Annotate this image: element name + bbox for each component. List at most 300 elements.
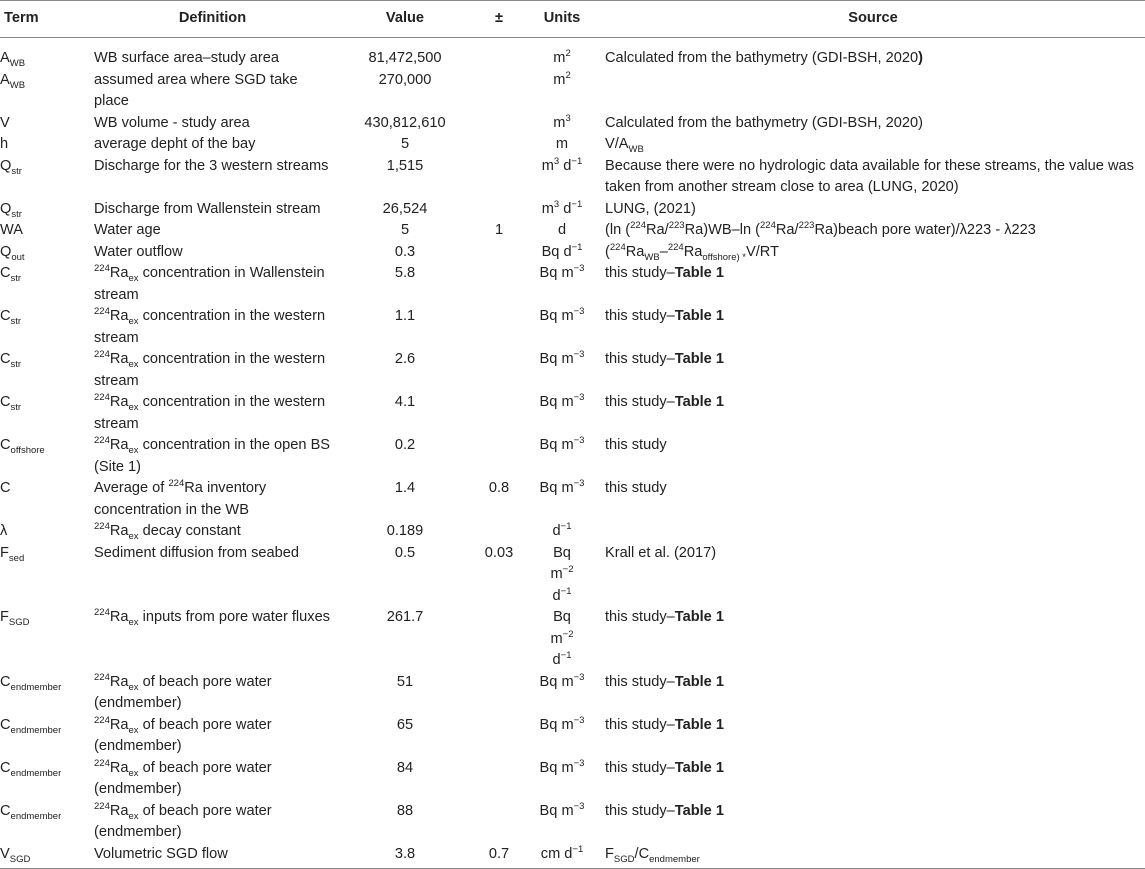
definition-text: WB volume - study area <box>94 114 250 131</box>
table-body <box>0 38 1145 869</box>
uncertainty-text: 0.7 <box>488 845 510 862</box>
source-text: F <box>605 845 614 862</box>
unit-text: m <box>555 136 569 152</box>
table-row <box>0 844 1145 869</box>
unit-exponent: −3 <box>573 306 585 318</box>
cell-term <box>0 242 90 264</box>
cell-units <box>523 38 601 70</box>
cell-term <box>0 543 90 608</box>
cell-value <box>335 199 475 221</box>
term-symbol: V <box>0 114 10 131</box>
source-text: this study– <box>605 308 675 324</box>
header-source: Source <box>601 1 1145 38</box>
cell-source <box>601 607 1145 672</box>
unit-text: Bq m <box>539 308 574 324</box>
cell-uncertainty <box>475 113 523 135</box>
cell-source <box>601 349 1145 392</box>
cell-value <box>335 758 475 801</box>
source-text: Because there were no hydrologic data available for these streams, the value was taken from another stream close to area (LUNG, 2020) <box>605 157 1134 195</box>
header-term: Term <box>0 1 90 38</box>
unit-text: Bq m <box>539 437 574 453</box>
cell-source <box>601 70 1145 113</box>
isotope-symbol: Ra <box>109 802 129 819</box>
value-text: 1,515 <box>386 157 424 174</box>
cell-units <box>523 801 601 844</box>
cell-value <box>335 38 475 70</box>
cell-term <box>0 392 90 435</box>
cell-value <box>335 134 475 156</box>
cell-value <box>335 242 475 264</box>
term-subscript: str <box>11 208 22 220</box>
unit-text: m <box>541 200 554 217</box>
table-row <box>0 220 1145 242</box>
unit-text: Bq m <box>539 716 574 733</box>
definition-text: Discharge from Wallenstein stream <box>94 200 321 217</box>
isotope-symbol: Ra <box>109 351 129 367</box>
term-symbol: C <box>0 437 11 453</box>
definition-text: concentration in the western stream <box>94 308 326 346</box>
value-text: 261.7 <box>386 609 424 625</box>
cell-units <box>523 543 601 608</box>
cell-definition <box>90 758 335 801</box>
term-symbol: λ <box>0 523 8 539</box>
table-row <box>0 478 1145 521</box>
definition-text: Water outflow <box>94 243 183 260</box>
definition-text: of beach pore water (endmember) <box>94 716 272 754</box>
value-text: 3.8 <box>394 845 416 862</box>
unit-text-2: d <box>559 157 572 174</box>
cell-source <box>601 478 1145 521</box>
cell-units <box>523 844 601 869</box>
table-row <box>0 543 1145 608</box>
cell-uncertainty <box>475 543 523 608</box>
term-symbol: h <box>0 136 9 152</box>
unit-text-2: d <box>552 652 561 668</box>
cell-source <box>601 715 1145 758</box>
unit-exponent: 2 <box>565 48 571 60</box>
cell-definition <box>90 70 335 113</box>
cell-uncertainty <box>475 306 523 349</box>
isotope-subscript: ex <box>128 272 139 284</box>
cell-definition <box>90 38 335 70</box>
unit-exponent: 2 <box>565 69 571 81</box>
unit-text-2: d <box>552 587 561 604</box>
source-text: this study– <box>605 394 675 410</box>
term-subscript: offshore <box>10 444 45 456</box>
unit-text: Bq m <box>550 609 571 647</box>
term-subscript: SGD <box>9 853 31 865</box>
unit-exponent: −1 <box>571 241 583 253</box>
cell-units <box>523 758 601 801</box>
cell-term <box>0 38 90 70</box>
cell-source <box>601 156 1145 199</box>
value-text: 270,000 <box>378 71 432 88</box>
term-symbol: C <box>0 480 11 496</box>
cell-units <box>523 435 601 478</box>
cell-term <box>0 715 90 758</box>
isotope-subscript: ex <box>128 358 139 370</box>
unit-text: d <box>557 222 567 238</box>
definition-text: concentration in Wallenstein stream <box>94 265 325 303</box>
cell-definition <box>90 844 335 869</box>
cell-definition <box>90 156 335 199</box>
isotope-symbol: Ra <box>109 437 129 453</box>
cell-term <box>0 801 90 844</box>
cell-value <box>335 113 475 135</box>
term-subscript: out <box>11 251 25 263</box>
term-subscript: WB <box>9 57 26 69</box>
cell-units <box>523 672 601 715</box>
cell-definition <box>90 672 335 715</box>
cell-term <box>0 478 90 521</box>
cell-uncertainty <box>475 70 523 113</box>
term-symbol: C <box>0 716 11 733</box>
cell-uncertainty <box>475 607 523 672</box>
unit-exponent: −3 <box>573 478 585 490</box>
cell-units <box>523 220 601 242</box>
cell-source <box>601 521 1145 543</box>
definition-text: concentration in the western stream <box>94 394 326 432</box>
isotope-mass: 224 <box>94 392 110 404</box>
value-text: 1.1 <box>394 308 416 324</box>
cell-definition <box>90 134 335 156</box>
unit-exponent: −3 <box>573 800 585 812</box>
table-row <box>0 392 1145 435</box>
cell-uncertainty <box>475 242 523 264</box>
unit-exponent-2: −1 <box>560 650 572 662</box>
isotope-subscript: ex <box>128 724 139 736</box>
cell-source <box>601 435 1145 478</box>
unit-text: Bq m <box>539 351 574 367</box>
cell-units <box>523 242 601 264</box>
definition-text: of beach pore water (endmember) <box>94 802 272 840</box>
source-bold: Table 1 <box>674 394 724 410</box>
cell-definition <box>90 715 335 758</box>
cell-definition <box>90 801 335 844</box>
value-text: 84 <box>396 759 414 776</box>
source-bold: Table 1 <box>674 802 724 819</box>
cell-value <box>335 156 475 199</box>
unit-exponent: −3 <box>573 263 585 275</box>
cell-source <box>601 844 1145 869</box>
unit-text: Bq m <box>539 673 574 690</box>
term-subscript: SGD <box>8 616 30 628</box>
cell-units <box>523 113 601 135</box>
isotope-symbol: Ra <box>109 609 129 625</box>
cell-term <box>0 758 90 801</box>
cell-source: ($^{224}Ra_{WB}-^{224}Ra_{offshore) *}V/RT$ <box>605 241 779 263</box>
cell-value <box>335 521 475 543</box>
unit-exponent: 3 <box>553 155 560 167</box>
cell-source <box>601 113 1145 135</box>
definition-text: Volumetric SGD flow <box>94 845 228 862</box>
definition-text: WB surface area–study area <box>94 50 279 66</box>
value-text: 5 <box>400 136 410 152</box>
cell-uncertainty <box>475 715 523 758</box>
cell-term <box>0 113 90 135</box>
header-uncertainty: ± <box>475 1 523 38</box>
definition-text: assumed area where SGD take place <box>94 71 298 109</box>
unit-exponent: 3 <box>565 112 571 124</box>
cell-source <box>601 672 1145 715</box>
unit-exponent: −3 <box>573 435 585 447</box>
cell-value <box>335 349 475 392</box>
unit-exponent-2: −1 <box>571 198 583 210</box>
source-text: Krall et al. (2017) <box>605 544 717 561</box>
unit-exponent-2: −1 <box>571 155 583 167</box>
cell-source <box>601 392 1145 435</box>
term-subscript: str <box>11 165 22 177</box>
cell-uncertainty <box>475 758 523 801</box>
value-text: 65 <box>396 716 414 733</box>
cell-uncertainty <box>475 156 523 199</box>
cell-value <box>335 435 475 478</box>
cell-source <box>601 263 1145 306</box>
term-symbol: C <box>0 308 11 324</box>
unit-exponent: −2 <box>562 564 574 576</box>
source-text: this study <box>605 437 667 453</box>
value-text: 51 <box>396 673 414 690</box>
cell-value <box>335 70 475 113</box>
cell-definition <box>90 220 335 242</box>
cell-uncertainty <box>475 263 523 306</box>
cell-term <box>0 306 90 349</box>
unit-text-2: d <box>559 200 572 217</box>
term-symbol: F <box>0 544 9 561</box>
definition-text: inventory concentration in the WB <box>94 480 267 518</box>
source-text: this study– <box>605 759 675 776</box>
cell-definition <box>90 113 335 135</box>
cell-definition <box>90 306 335 349</box>
cell-value <box>335 220 475 242</box>
source-bold: Table 1 <box>674 265 724 281</box>
cell-units <box>523 607 601 672</box>
cell-value <box>335 607 475 672</box>
cell-units <box>523 392 601 435</box>
cell-uncertainty <box>475 521 523 543</box>
source-text: this study– <box>605 716 675 733</box>
isotope-mass: 224 <box>94 306 110 318</box>
cell-value <box>335 672 475 715</box>
source-subscript: SGD <box>613 853 635 865</box>
isotope-subscript: ex <box>128 767 139 779</box>
value-text: 5 <box>400 222 410 238</box>
definition-text: of beach pore water (endmember) <box>94 759 272 797</box>
definition-prefix: Average of <box>94 480 169 496</box>
unit-text: Bq m <box>550 544 571 582</box>
isotope-symbol: Ra <box>109 523 129 539</box>
term-subscript: str <box>10 401 22 413</box>
cell-term <box>0 844 90 869</box>
cell-term <box>0 156 90 199</box>
cell-term <box>0 349 90 392</box>
unit-text: Bq m <box>539 480 574 496</box>
table-row <box>0 349 1145 392</box>
source-text: this study– <box>605 351 675 367</box>
unit-exponent: −2 <box>562 628 574 640</box>
unit-text: cm d <box>540 845 573 862</box>
isotope-symbol: Ra <box>109 394 129 410</box>
unit-exponent: −1 <box>572 843 584 855</box>
header-definition: Definition <box>90 1 335 38</box>
value-text: 0.5 <box>394 544 416 561</box>
source-text: this study– <box>605 609 675 625</box>
isotope-subscript: ex <box>128 444 139 456</box>
term-symbol: C <box>0 265 11 281</box>
cell-definition <box>90 543 335 608</box>
definition-text: inputs from pore water fluxes <box>138 609 330 625</box>
cell-uncertainty <box>475 349 523 392</box>
table-row <box>0 521 1145 543</box>
unit-text: Bq d <box>541 243 572 260</box>
cell-units <box>523 70 601 113</box>
cell-definition <box>90 435 335 478</box>
isotope-mass: 224 <box>94 521 110 533</box>
cell-uncertainty <box>475 220 523 242</box>
source-bold: Table 1 <box>674 673 724 690</box>
unit-text: m <box>553 50 566 66</box>
definition-text: decay constant <box>138 523 241 539</box>
isotope-subscript: ex <box>128 616 139 628</box>
cell-uncertainty <box>475 435 523 478</box>
term-symbol: WA <box>0 222 23 238</box>
cell-uncertainty <box>475 38 523 70</box>
cell-definition <box>90 263 335 306</box>
cell-term <box>0 435 90 478</box>
cell-term <box>0 607 90 672</box>
cell-uncertainty <box>475 134 523 156</box>
cell-term <box>0 263 90 306</box>
cell-term <box>0 220 90 242</box>
value-text: 2.6 <box>394 351 416 367</box>
unit-exponent: −3 <box>573 392 585 404</box>
isotope-mass: 224 <box>94 714 110 726</box>
term-symbol: C <box>0 394 11 410</box>
cell-source <box>601 543 1145 608</box>
source-text: this study– <box>605 265 675 281</box>
cell-units <box>523 521 601 543</box>
cell-units <box>523 306 601 349</box>
value-text: 4.1 <box>394 394 416 410</box>
isotope-mass: 224 <box>94 607 110 619</box>
cell-value <box>335 392 475 435</box>
definition-text: average depht of the bay <box>94 136 256 152</box>
table-row <box>0 306 1145 349</box>
unit-exponent: −3 <box>573 349 585 361</box>
unit-exponent: −1 <box>560 521 572 533</box>
cell-definition <box>90 392 335 435</box>
cell-source <box>601 801 1145 844</box>
source-bold: Table 1 <box>674 351 724 367</box>
table-row <box>0 113 1145 135</box>
isotope-mass: 224 <box>94 435 110 447</box>
isotope-mass: 224 <box>168 478 185 490</box>
value-text: 430,812,610 <box>364 114 446 131</box>
header-units: Units <box>523 1 601 38</box>
term-symbol: Q <box>0 157 12 174</box>
isotope-subscript: ex <box>128 681 139 693</box>
cell-value <box>335 306 475 349</box>
source-text: this study <box>605 480 667 496</box>
table-row <box>0 199 1145 221</box>
unit-text: Bq m <box>539 759 574 776</box>
table-row <box>0 672 1145 715</box>
isotope-mass: 224 <box>94 671 110 683</box>
isotope-symbol: Ra <box>109 265 129 281</box>
term-symbol: A <box>0 71 10 88</box>
source-text: Calculated from the bathymetry (GDI-BSH, 2020 <box>605 50 919 66</box>
cell-term <box>0 521 90 543</box>
cell-source <box>601 306 1145 349</box>
cell-value <box>335 801 475 844</box>
cell-source <box>601 38 1145 70</box>
source-text: Calculated from the bathymetry (GDI-BSH, 2020) <box>605 114 923 131</box>
term-subscript: str <box>10 315 22 327</box>
cell-definition <box>90 349 335 392</box>
term-subscript: endmember <box>10 767 62 779</box>
source-bold: Table 1 <box>674 308 724 324</box>
cell-units <box>523 349 601 392</box>
cell-units <box>523 156 601 199</box>
term-subscript: endmember <box>10 681 62 693</box>
term-symbol: V <box>0 845 10 862</box>
term-symbol: C <box>0 351 11 367</box>
unit-exponent: −3 <box>573 757 585 769</box>
cell-units <box>523 478 601 521</box>
source-text: V/A <box>605 136 629 152</box>
cell-definition <box>90 478 335 521</box>
isotope-symbol: Ra <box>109 308 129 324</box>
table-row <box>0 758 1145 801</box>
cell-source <box>601 134 1145 156</box>
cell-term <box>0 134 90 156</box>
isotope-symbol: Ra <box>109 673 129 690</box>
isotope-subscript: ex <box>128 810 139 822</box>
source-text-2: /C <box>634 845 650 862</box>
cell-source <box>601 199 1145 221</box>
value-text: 26,524 <box>382 200 428 217</box>
table-row <box>0 38 1145 70</box>
source-bold: Table 1 <box>674 716 724 733</box>
cell-units <box>523 134 601 156</box>
unit-text: d <box>552 523 561 539</box>
cell-definition <box>90 199 335 221</box>
cell-uncertainty <box>475 672 523 715</box>
definition-text: Discharge for the 3 western streams <box>94 157 329 174</box>
term-subscript: endmember <box>10 724 62 736</box>
cell-source: (ln ($^{224}$Ra/$^{223}$Ra)WB–ln ($^{224}$Ra/$^{223}$Ra)beach pore water)/λ223 - λ223 <box>605 220 1036 238</box>
header-value: Value <box>335 1 475 38</box>
unit-text: Bq m <box>539 802 574 819</box>
term-subscript: WB <box>9 79 26 91</box>
cell-uncertainty <box>475 478 523 521</box>
cell-units <box>523 715 601 758</box>
source-bold: ) <box>918 50 923 66</box>
definition-text: Water age <box>94 222 161 238</box>
value-text: 88 <box>396 802 414 819</box>
term-symbol: Q <box>0 243 12 260</box>
value-text: 0.2 <box>394 437 416 453</box>
unit-text: Bq m <box>539 394 574 410</box>
term-subscript: sed <box>8 552 25 564</box>
isotope-subscript: ex <box>128 530 139 542</box>
term-subscript: str <box>10 272 22 284</box>
value-text: 81,472,500 <box>368 50 442 66</box>
source-subscript: WB <box>628 143 644 155</box>
table-row <box>0 242 1145 264</box>
source-text: LUNG, (2021) <box>605 200 696 217</box>
cell-definition <box>90 607 335 672</box>
